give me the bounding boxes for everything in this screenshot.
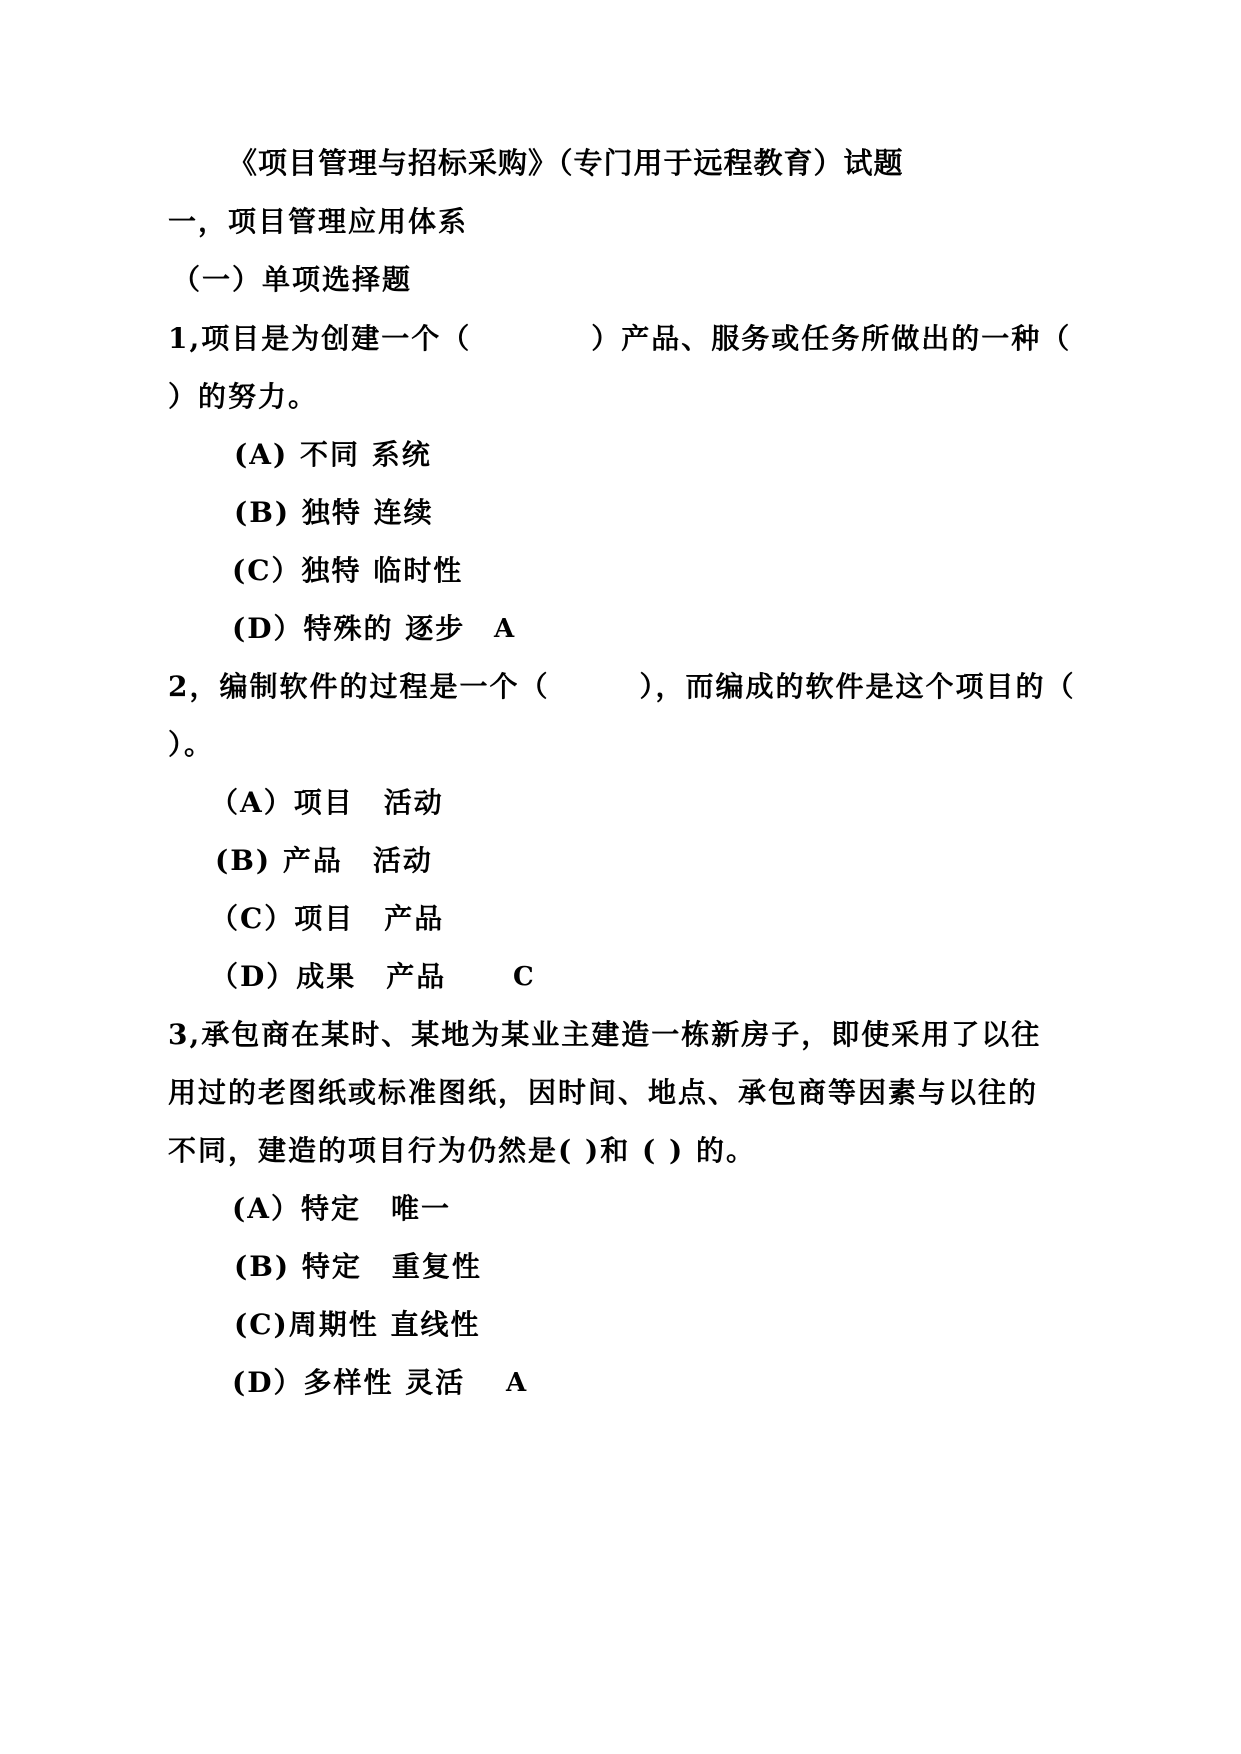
question-1-answer: A [494,614,515,644]
question-2-stem-line-2: ）。 [168,728,215,761]
question-2-option-b: (B) 产品 活动 [215,844,433,877]
question-2-stem-line-1: 2，编制软件的过程是一个（ ），而编成的软件是这个项目的（ [168,670,1076,703]
question-1-stem-line-2: ）的努力。 [168,380,319,413]
question-3-answer: A [506,1368,527,1398]
question-3-option-a: (A）特定 唯一 [232,1192,451,1225]
question-1-option-b: (B) 独特 连续 [234,496,434,529]
document-title: 《项目管理与招标采购》（专门用于远程教育）试题 [228,146,904,180]
question-2-option-d: （D）成果 产品 [210,960,447,993]
question-3-stem-line-3: 不同，建造的项目行为仍然是( )和 ( ) 的。 [168,1134,756,1167]
question-2-answer: C [513,962,534,992]
question-2-option-a: （A）项目 活动 [210,786,444,819]
section-heading: 一，项目管理应用体系 [168,205,469,238]
question-1-option-a: (A) 不同 系统 [234,438,432,471]
question-3-stem-line-1: 3,承包商在某时、某地为某业主建造一栋新房子，即使采用了以往 [168,1018,1042,1051]
question-3-option-c: (C)周期性 直线性 [234,1308,481,1341]
question-1-option-c: (C）独特 临时性 [232,554,464,587]
question-3-stem-line-2: 用过的老图纸或标准图纸，因时间、地点、承包商等因素与以往的 [168,1076,1039,1109]
question-3-option-d: (D）多样性 灵活 [232,1366,466,1399]
question-1-stem-line-1: 1,项目是为创建一个（ ）产品、服务或任务所做出的一种（ [168,322,1072,355]
question-1-option-d: (D）特殊的 逐步 [232,612,466,645]
subsection-heading: （一）单项选择题 [172,263,413,296]
question-3-option-b: (B) 特定 重复性 [234,1250,482,1283]
question-2-option-c: （C）项目 产品 [210,902,445,935]
